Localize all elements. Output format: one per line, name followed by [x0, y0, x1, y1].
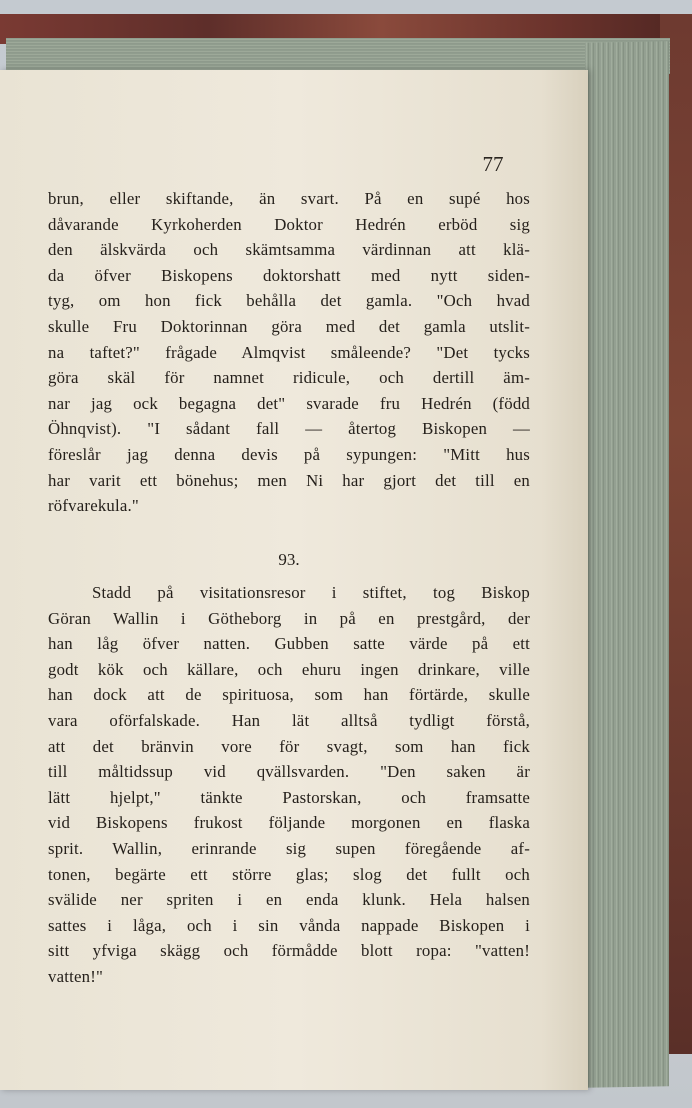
text-line: brun, eller skiftande, än svart. På en supé hos — [48, 189, 530, 208]
text-line: sattes i låga, och i sin vånda nappade Biskopen i — [48, 915, 530, 935]
text-line: tonen, begärte ett större glas; slog det fullt och — [48, 864, 530, 884]
page-number: 77 — [482, 152, 504, 176]
text-line: han låg öfver natten. Gubben satte värde på ett — [48, 634, 530, 654]
page-edges-top — [6, 38, 670, 74]
paragraph-1 — [48, 186, 530, 519]
section-number: 93. — [278, 550, 300, 569]
paragraph-2 — [48, 580, 530, 990]
text-line: da öfver Biskopens doktorshatt med nytt siden- — [48, 265, 530, 285]
text-line: nar jag ock begagna det" svarade fru Hedrén (född — [48, 393, 530, 413]
text-line: vatten!" — [48, 966, 104, 986]
text-line: vara oförfalskade. Han lät alltså tydligt förstå, — [48, 710, 530, 730]
text-line: röfvarekula." — [48, 496, 139, 516]
text-line: sprit. Wallin, erinrande sig supen föregående af- — [48, 838, 530, 858]
text-line: föreslår jag denna devis på sypungen: "Mitt hus — [48, 444, 530, 464]
text-line: göra skäl för namnet ridicule, och dertill äm- — [48, 368, 530, 388]
text-line: dåvarande Kyrkoherden Doktor Hedrén erböd sig — [48, 214, 530, 234]
text-line: har varit ett bönehus; men Ni har gjort det till en — [48, 470, 530, 490]
text-line: na taftet?" frågade Almqvist småleende? "Det tycks — [48, 342, 530, 362]
text-line: tyg, om hon fick behålla det gamla. "Och hvad — [48, 291, 530, 311]
text-line: sitt yfviga skägg och förmådde blott ropa: "vatten! — [48, 941, 530, 961]
page-edges-side — [585, 41, 669, 1087]
text-line: Stadd på visitationsresor i stiftet, tog Biskop — [92, 583, 530, 602]
text-line: han dock att de spirituosa, som han förtärde, skulle — [48, 685, 530, 705]
text-line: svälide ner spriten i en enda klunk. Hela halsen — [48, 890, 530, 910]
text-line: till måltidssup vid qvällsvarden. "Den saken är — [48, 762, 530, 782]
text-line: godt kök och källare, och ehuru ingen drinkare, ville — [48, 659, 530, 679]
text-line: Öhnqvist). "I sådant fall — återtog Biskopen — — [48, 419, 530, 439]
text-line: vid Biskopens frukost följande morgonen en flaska — [48, 813, 530, 833]
text-line: skulle Fru Doktorinnan göra med det gamla utslit- — [48, 316, 530, 336]
text-line: Göran Wallin i Götheborg in på en prestgård, der — [48, 608, 530, 628]
text-line: lätt hjelpt," tänkte Pastorskan, och framsatte — [48, 787, 530, 807]
text-line: den älskvärda och skämtsamma värdinnan att klä- — [48, 240, 530, 260]
text-line: att det bränvin vore för svagt, som han fick — [48, 736, 530, 756]
